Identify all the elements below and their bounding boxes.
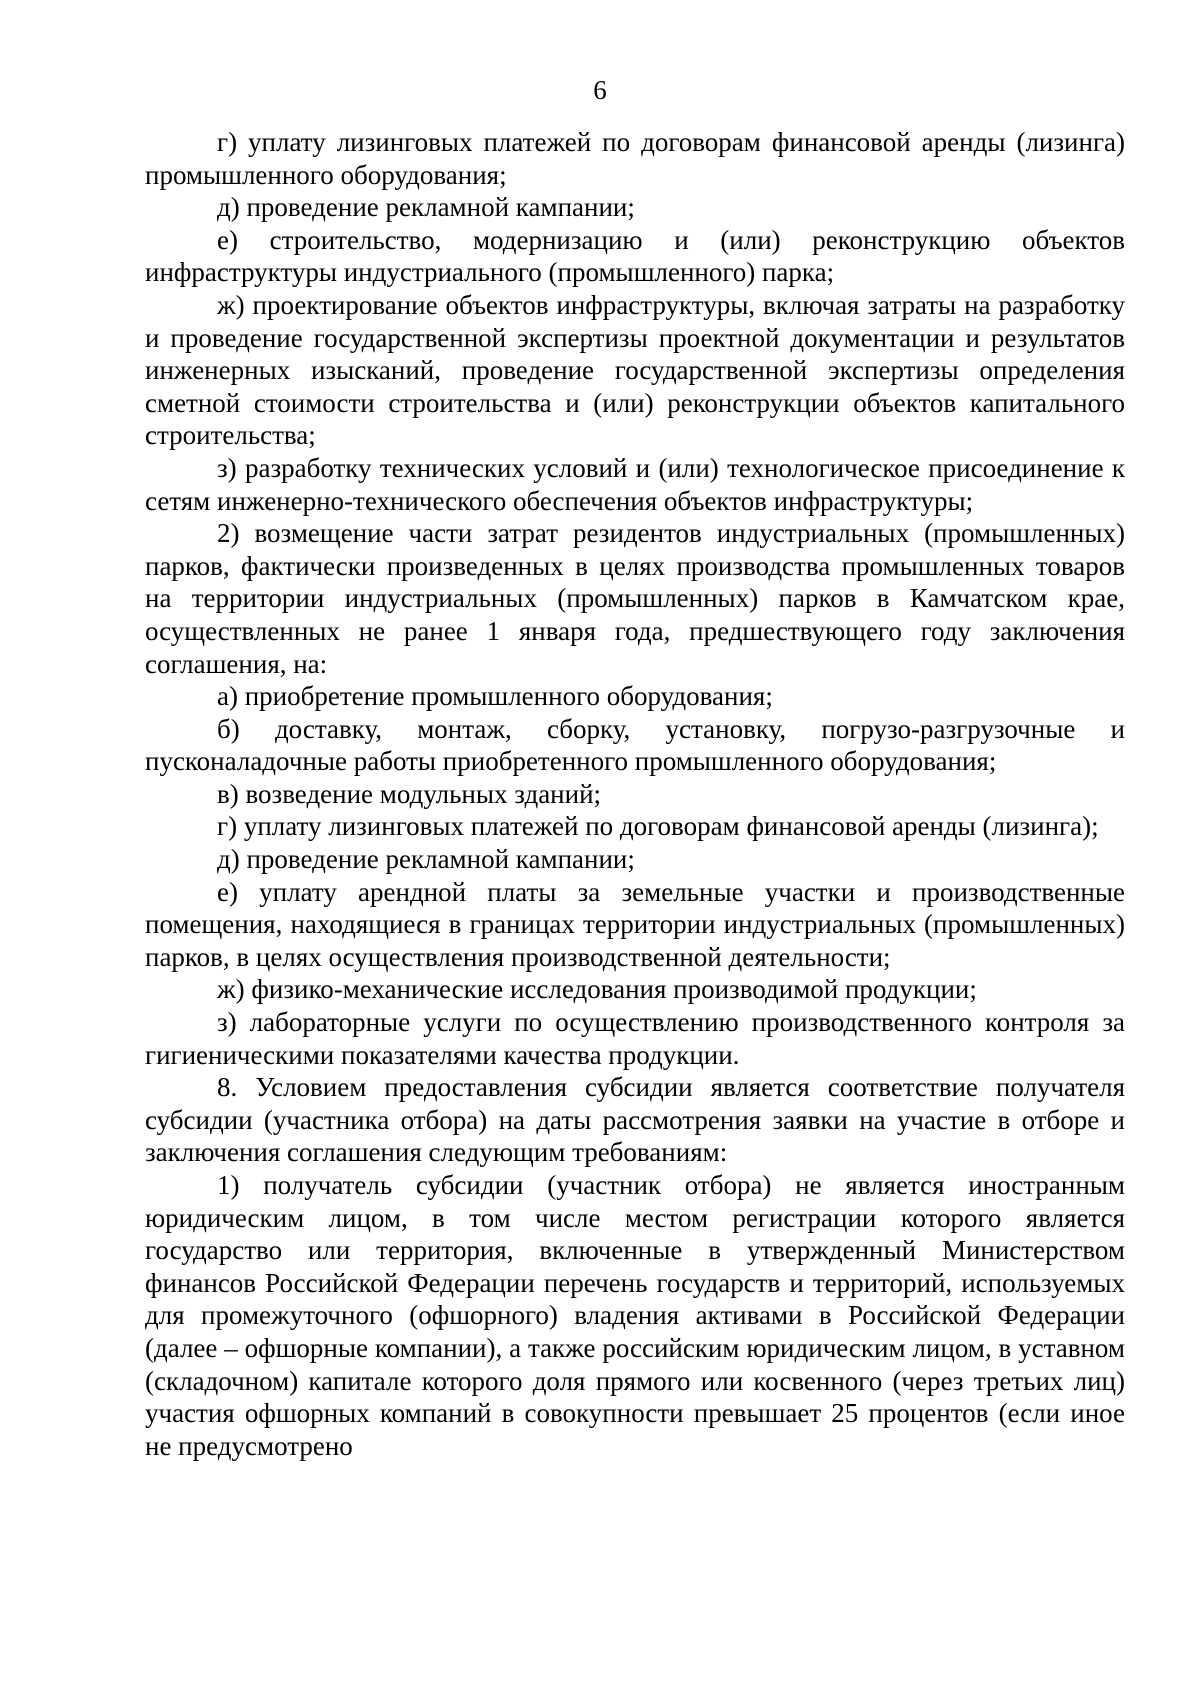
paragraph-construction-infrastructure: е) строительство, модернизацию и (или) реконструкцию объектов инфраструктуры индустриального (промышленного) парка;	[145, 224, 1125, 288]
paragraph-modular-buildings: в) возведение модульных зданий;	[217, 778, 602, 809]
paragraph-residents-cost-compensation: 2) возмещение части затрат резидентов индустриальных (промышленных) парков, фактически произведенных в целях производства промышленных товаров на территории индустриальных (промышленных) парков в Камчатском крае, осуществленных не ранее 1 января года, предшествующего году заключения соглашения, на:	[145, 518, 1125, 679]
paragraph-rent-payment: е) уплату арендной платы за земельные участки и производственные помещения, находящиеся в границах территории индустриальных (промышленных) парков, в целях осуществления производственной деятельности;	[145, 876, 1125, 972]
paragraph-advertising-campaign: д) проведение рекламной кампании;	[217, 192, 635, 223]
paragraph-laboratory-services: з) лабораторные услуги по осуществлению производственного контроля за гигиеническими показателями качества продукции.	[145, 1007, 1125, 1070]
document-body	[145, 126, 1125, 1462]
paragraph-offshore-requirement: 1) получатель субсидии (участник отбора) не является иностранным юридическим лицом, в том числе местом регистрации которого является государство или территория, включенные в утвержденный Министерством финансов Российской Федерации перечень государств и территорий, используемых для промежуточного (офшорного) владения активами в Российской Федерации (далее – офшорные компании), а также российским юридическим лицом, в уставном (складочном) капитале которого доля прямого или косвенного (через третьих лиц) участия офшорных компаний в совокупности превышает 25 процентов (если иное не предусмотрено	[145, 1170, 1125, 1461]
paragraph-advertising-campaign-2: д) проведение рекламной кампании;	[217, 844, 635, 875]
paragraph-lease-payments: г) уплату лизинговых платежей по договорам финансовой аренды (лизинга);	[217, 811, 1099, 842]
paragraph-delivery-installation: б) доставку, монтаж, сборку, установку, погрузо-разгрузочные и пусконаладочные работы приобретенного промышленного оборудования;	[145, 713, 1125, 777]
paragraph-physical-research: ж) физико-механические исследования производимой продукции;	[217, 974, 977, 1005]
page-number: 6	[593, 75, 607, 105]
paragraph-infrastructure-design: ж) проектирование объектов инфраструктуры, включая затраты на разработку и проведение государственной экспертизы проектной документации и результатов инженерных изысканий, проведение государственной экспертизы определения сметной стоимости строительства и (или) реконструкции объектов капитального строительства;	[145, 289, 1125, 451]
paragraph-subsidy-condition: 8. Условием предоставления субсидии является соответствие получателя субсидии (участника отбора) на даты рассмотрения заявки на участие в отборе и заключения соглашения следующим требованиям:	[145, 1072, 1125, 1168]
paragraph-equipment-purchase: а) приобретение промышленного оборудования;	[217, 681, 773, 712]
paragraph-technical-conditions: з) разработку технических условий и (или) технологическое присоединение к сетям инженерно-технического обеспечения объектов инфраструктуры;	[145, 452, 1125, 516]
paragraph-lease-payments-equipment: г) уплату лизинговых платежей по договорам финансовой аренды (лизинга) промышленного оборудования;	[145, 127, 1125, 190]
